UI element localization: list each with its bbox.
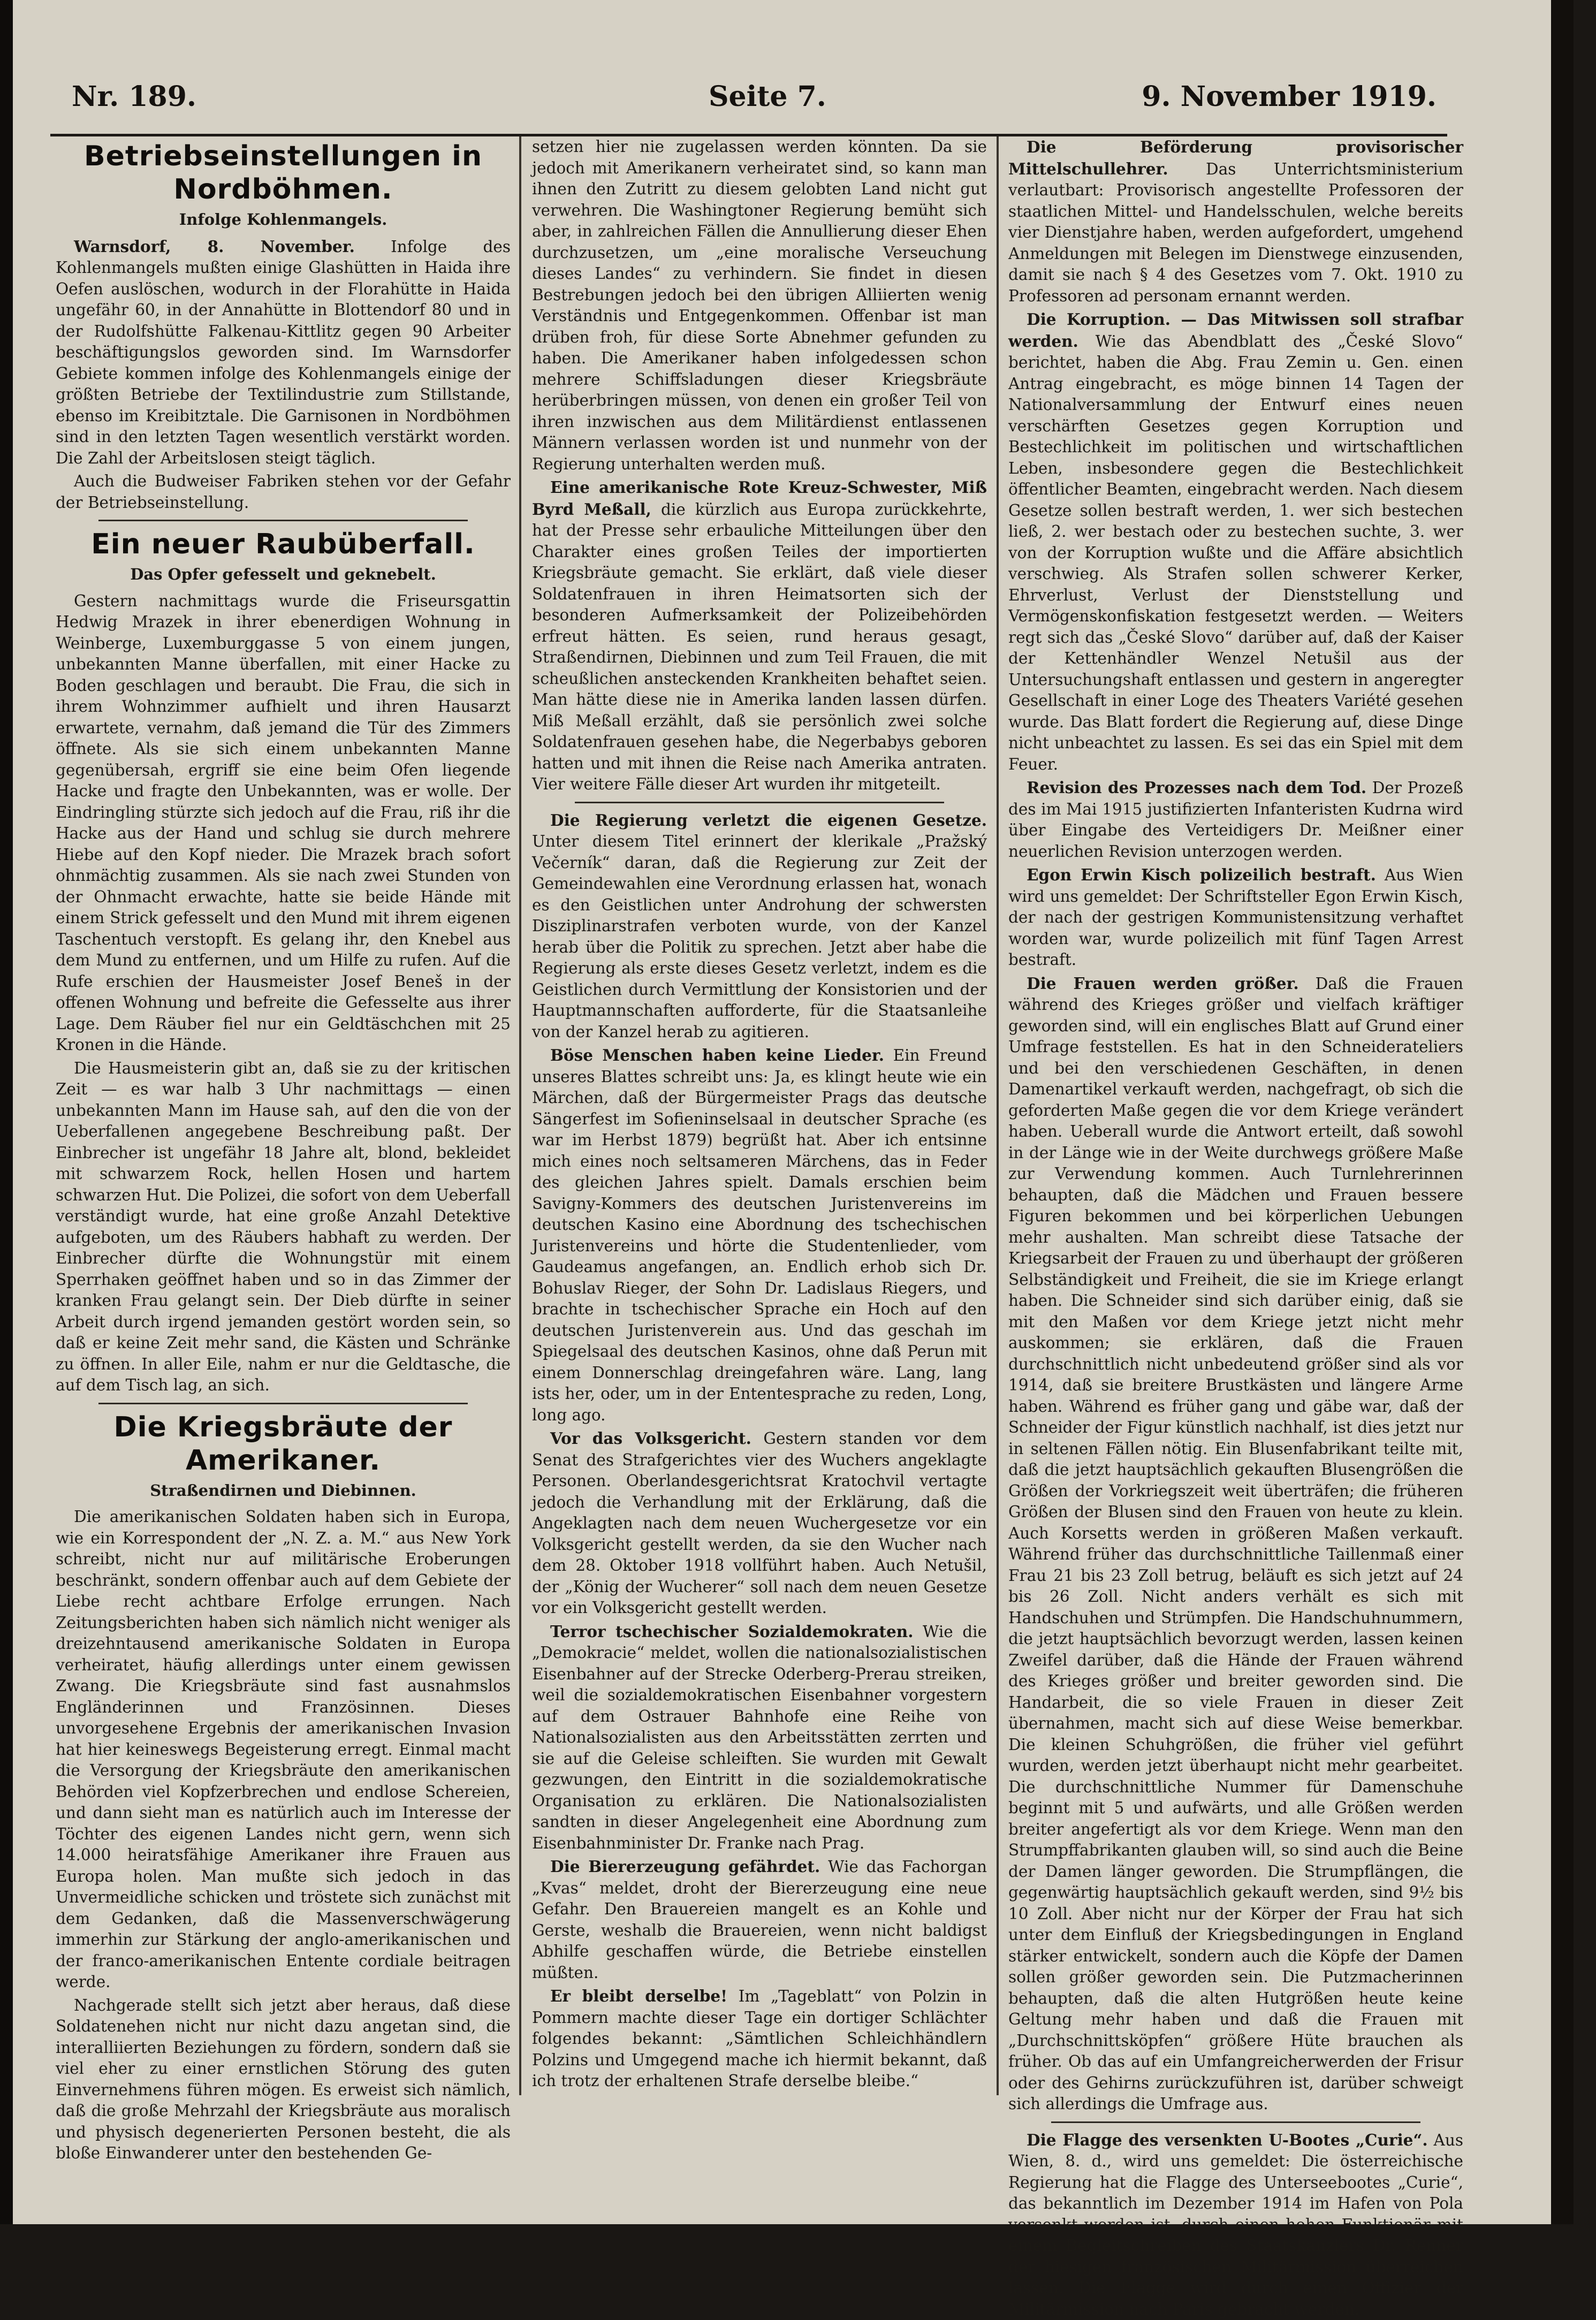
article-paragraph <box>1008 864 1463 971</box>
article-paragraph <box>56 236 511 469</box>
paragraph-text: Aus Wien, 8. d., wird uns gemeldet: Die österreichische Regierung hat die Flagge des Unterseebootes „Curie“, das bekanntlich im Dezember 1914 im Hafen von Pola versenkt worden ist, durch einen hohen Funktionär mit einem Begleitschreiben des Staatskanzlers Dr. Renner der hiesigen französischen Militärmission überreichen lassen. Die Flagge wird durch einen Offizier der Militärmission nach Paris gebracht werden. <box>1008 2131 1463 2318</box>
paragraph-text: Gestern standen vor dem Senat des Strafgerichtes vier des Wuchers angeklagte Personen. Oberlandesgerichtsrat Kratochvil vertagte jedoch die Verhandlung mit der Erklärung, daß die Angeklagten nach dem neuen Wuchergesetze vor ein Volksgericht gestellt werden, da sie den Wucher nach dem 28. Oktober 1918 vollführt haben. Auch Netušil, der „König der Wucherer“ soll nach dem neuen Gesetze vor ein Volksgericht gestellt werden. <box>532 1429 987 1617</box>
article-paragraph <box>1008 973 1463 2115</box>
scan-edge-left <box>0 0 13 2224</box>
paragraph-text: Daß die Frauen während des Krieges größer und vielfach kräftiger geworden sind, will ein englisches Blatt auf Grund einer Umfrage feststellen. Es hat in den Schneiderateliers und bei den verschiedenen Geschäften, in denen Damenartikel verkauft werden, nachgefragt, ob sich die geforderten Maße gegen die vor dem Kriege verändert haben. Ueberall wurde die Antwort erteilt, daß sowohl in der Länge wie in der Weite durchwegs größere Maße zur Verwendung kommen. Auch Turnlehrerinnen behaupten, daß die Mädchen und Frauen bessere Figuren bekommen und bei körperlichen Uebungen mehr aushalten. Man schreibt diese Tatsache der Kriegsarbeit der Frauen zu und überhaupt der größeren Selbständigkeit und Freiheit, die sie im Kriege erlangt haben. Die Schneider sind sich darüber einig, daß sie mit den Maßen vor dem Kriege jetzt nicht mehr auskommen; sie erklären, daß die Frauen durchschnittlich nicht unbedeutend größer sind als vor 1914, daß sie breitere Brustkästen und längere Arme haben. Während es früher gang und gäbe war, daß der Schneider der Figur künstlich nachhalf, ist dies jetzt nur in seltenen Fällen nötig. Ein Blusenfabrikant teilte mit, daß die jetzt hauptsächlich gekauften Blusengrößen die Größen der Vorkriegszeit weit überträfen; die früheren Größen der Blusen sind den Frauen von heute zu klein. Auch Korsetts werden in größeren Maßen verkauft. Während früher das durchschnittliche Taillenmaß einer Frau 21 bis 23 Zoll betrug, beläuft es sich jetzt auf 24 bis 26 Zoll. Nicht anders verhält es sich mit Handschuhen und Strümpfen. Die Handschuhnummern, die jetzt hauptsächlich bevorzugt werden, lassen keinen Zweifel darüber, daß die Hände der Frauen während des Krieges größer und breiter geworden sind. Die Handarbeit, die so viele Frauen in dieser Zeit übernahmen, macht sich auf diese Weise bemerkbar. Die kleinen Schuhgrößen, die früher viel geführt wurden, werden jetzt überhaupt nicht mehr gearbeitet. Die durchschnittliche Nummer für Damenschuhe beginnt mit 5 und aufwärts, und alle Größen werden breiter angefertigt als vor dem Kriege. Wenn man den Strumpffabrikanten glauben will, so sind auch die Beine der Damen länger geworden. Die Strumpflängen, die gegenwärtig hauptsächlich gekauft werden, sind 9½ bis 10 Zoll. Aber nicht nur der Körper der Frau hat sich unter dem Einfluß der Kriegsbedingungen in England stärker entwickelt, sondern auch die Köpfe der Damen sollen größer geworden sein. Die Putzmacherinnen behaupten, daß die alten Hutgrößen heute keine Geltung mehr haben und daß die Frauen mit „Durchschnittsköpfen“ größere Hüte brauchen als früher. Ob das auf ein Umfangreicherwerden der Frisur oder des Gehirns zurückzuführen ist, darüber schweigt sich allerdings die Umfrage aus. <box>1008 975 1463 2113</box>
article-paragraph <box>532 810 987 1043</box>
column-3 <box>1008 136 1463 2095</box>
issue-date: 9. November 1919. <box>1142 80 1437 113</box>
article-paragraph <box>532 1621 987 1854</box>
paragraph-lead: Die Regierung verletzt die eigenen Gesetze. <box>550 811 987 830</box>
subheadline: Das Opfer gefesselt und geknebelt. <box>56 564 511 585</box>
article-paragraph <box>1008 777 1463 862</box>
article-paragraph <box>1008 309 1463 775</box>
column-1 <box>56 136 511 2095</box>
paragraph-text: Aus Wien wird uns gemeldet: Der Schriftsteller Egon Erwin Kisch, der nach der gestrigen Kommunistensitzung verhaftet worden war, wurde polizeilich mit fünf Tagen Arrest bestraft. <box>1008 866 1463 969</box>
column-2 <box>532 136 987 2095</box>
column-rule <box>997 136 999 2095</box>
paragraph-text: die kürzlich aus Europa zurückkehrte, hat der Presse sehr erbauliche Mitteilungen über den Charakter eines großen Teiles der importierten Kriegsbräute gemacht. Sie erklärt, daß viele dieser Soldatenfrauen in ihren Heimatsorten sich der besonderen Aufmerksamkeit der Polizeibehörden erfreut hätten. Es seien, rund heraus gesagt, Straßendirnen, Diebinnen und zum Teil Frauen, die mit scheußlichen ansteckenden Krankheiten behaftet seien. Man hätte diese nie in Amerika landen lassen dürfen. Miß Meßall erzählt, daß sie persönlich zwei solche Soldatenfrauen gesehen habe, die Negerbabys geboren hatten und mit ihnen die Reise nach Amerika antraten. Vier weitere Fälle dieser Art wurden ihr mitgeteilt. <box>532 500 987 794</box>
article-paragraph <box>532 1045 987 1426</box>
paragraph-text: Wie das Fachorgan „Kvas“ meldet, droht der Biererzeugung eine neue Gefahr. Den Brauereien mangelt es an Kohle und Gerste, weshalb die Brauereien, wenn nicht baldigst Abhilfe geschaffen würde, die Betriebe einstellen müßten. <box>532 1858 987 1982</box>
headline-betriebseinstellungen: Betriebseinstellungen in Nordböhmen. <box>56 140 511 206</box>
paragraph-text: Der Prozeß des im Mai 1915 justifizierten Infanteristen Kudrna wird über Eingabe des Verteidigers Dr. Meißner einer neuerlichen Revision unterzogen werden. <box>1008 779 1463 861</box>
headline-raubueberfall: Ein neuer Raubüberfall. <box>56 528 511 561</box>
article-paragraph <box>1008 2129 1463 2320</box>
paragraph-lead: Die Biererzeugung gefährdet. <box>550 1857 820 1876</box>
issue-number: Nr. 189. <box>72 80 196 113</box>
paragraph-lead: Er bleibt derselbe! <box>550 1987 727 2005</box>
divider <box>1051 2121 1420 2123</box>
article-paragraph <box>532 1856 987 1983</box>
page-number: Seite 7. <box>709 80 826 113</box>
page-header <box>50 70 1447 136</box>
divider <box>575 802 944 803</box>
paragraph-lead: Die Flagge des versenkten U-Bootes „Curie“. <box>1027 2131 1428 2149</box>
paragraph-text: Das Unterrichtsministerium verlautbart: Provisorisch angestellte Professoren der staatlichen Mittel- und Handelsschulen, welche bereits vier Dienstjahre haben, werden aufgefordert, umgehend Anmeldungen mit Belegen im Dienstwege einzusenden, damit sie nach § 4 des Gesetzes vom 7. Okt. 1910 zu Professoren ad personam ernannt werden. <box>1008 160 1463 305</box>
article-paragraph: Die Hausmeisterin gibt an, daß sie zu der kritischen Zeit — es war halb 3 Uhr nachmittags — einen unbekannten Mann im Hause sah, auf den die von der Ueberfallenen angegebene Beschreibung paßt. Der Einbrecher ist ungefähr 18 Jahre alt, blond, bekleidet mit schwarzem Rock, hellen Hosen und hartem schwarzen Hut. Die Polizei, die sofort von dem Ueberfall verständigt wurde, hat eine große Anzahl Detektive aufgeboten, um des Räubers habhaft zu werden. Der Einbrecher dürfte die Wohnungstür mit einem Sperrhaken geöffnet haben und so in das Zimmer der kranken Frau gelangt sein. Der Dieb dürfte in seiner Arbeit durch irgend jemanden gestört worden sein, so daß er keine Zeit mehr sand, die Kästen und Schränke zu öffnen. In aller Eile, nahm er nur die Geldtasche, die auf dem Tisch lag, an sich. <box>56 1058 511 1396</box>
paragraph-text: Unter diesem Titel erinnert der klerikale „Pražský Večerník“ daran, daß die Regierung zur Zeit der Gemeindewahlen eine Verordnung erlassen hat, wonach es den Geistlichen unter Androhung der schwersten Disziplinarstrafen verboten wurde, von der Kanzel herab über die Politik zu sprechen. Jetzt aber habe die Regierung als erste dieses Gesetz verletzt, indem es die Geistlichen durch Vermittlung der Konsistorien und der Hauptmannschaften aufforderte, für die Staatsanleihe von der Kanzel herab zu agitieren. <box>532 832 987 1041</box>
paragraph-lead: Vor das Volksgericht. <box>550 1429 751 1448</box>
article-paragraph: Gestern nachmittags wurde die Friseursgattin Hedwig Mrazek in ihrer ebenerdigen Wohnung in Weinberge, Luxemburggasse 5 von einem jungen, unbekannten Manne überfallen, mit einer Hacke zu Boden geschlagen und beraubt. Die Frau, die sich in ihrem Wohnzimmer aufhielt und ihren Hausarzt erwartete, vernahm, daß jemand die Tür des Zimmers öffnete. Als sie sich einem unbekannten Manne gegenübersah, ergriff sie eine beim Ofen liegende Hacke und fragte den Unbekannten, was er wolle. Der Eindringling stürzte sich jedoch auf die Frau, riß ihr die Hacke aus der Hand und schlug sie durch mehrere Hiebe auf den Kopf nieder. Die Mrazek brach sofort ohnmächtig zusammen. Als sie nach zwei Stunden von der Ohnmacht erwachte, hatte sie beide Hände mit einem Strick gefesselt und den Mund mit ihrem eigenen Taschentuch verstopft. Es gelang ihr, den Knebel aus dem Mund zu entfernen, und um Hilfe zu rufen. Auf die Rufe erschien der Hausmeister Josef Beneš in der offenen Wohnung und befreite die Gefesselte aus ihrer Lage. Dem Räuber fiel nur ein Geldtäschchen mit 25 Kronen in die Hände. <box>56 591 511 1056</box>
subheadline: Straßendirnen und Diebinnen. <box>56 1480 511 1502</box>
paragraph-text: Im „Tageblatt“ von Polzin in Pommern machte dieser Tage ein dortiger Schlächter folgendes bekannt: „Sämtlichen Schleichhändlern Polzins und Umgegend mache ich hiermit bekannt, daß ich trotz der erhaltenen Strafe derselbe bleibe.“ <box>532 1987 987 2090</box>
paragraph-lead: Egon Erwin Kisch polizeilich bestraft. <box>1027 865 1376 884</box>
paragraph-text: Wie das Abendblatt des „České Slovo“ berichtet, haben die Abg. Frau Zemin u. Gen. einen Antrag eingebracht, es möge binnen 14 Tagen der Nationalversammlung der Entwurf eines neuen verschärften Gesetzes gegen Korruption und Bestechlichkeit im politischen und wirtschaftlichen Leben, insbesondere gegen die Bestechlichkeit öffentlicher Beamten, eingebracht werden. Nach diesem Gesetze sollen bestraft werden, 1. wer sich bestechen ließ, 2. wer bestach oder zu bestechen suchte, 3. wer von der Korruption wußte und die Affäre absichtlich verschwieg. Als Strafen sollen schwerer Kerker, Ehrverlust, Verlust der Dienststellung und Vermögenskonfiskation festgesetzt werden. — Weiters regt sich das „České Slovo“ darüber auf, daß der Kaiser der Kettenhändler Wenzel Netušil aus der Untersuchungshaft entlassen und gestern in angeregter Gesellschaft in einer Loge des Theaters Variété gesehen wurde. Das Blatt fordert die Regierung auf, diese Dinge nicht unbeachtet zu lassen. Es sei das ein Spiel mit dem Feuer. <box>1008 332 1463 773</box>
paragraph-lead: Die Korruption. — Das Mitwissen soll strafbar werden. <box>1008 310 1463 351</box>
article-paragraph <box>532 1986 987 2092</box>
article-paragraph <box>532 1428 987 1619</box>
article-paragraph <box>1008 136 1463 307</box>
paragraph-lead: Terror tschechischer Sozialdemokraten. <box>550 1622 914 1641</box>
article-paragraph <box>532 477 987 795</box>
divider <box>98 1403 468 1404</box>
paragraph-lead: Die Beförderung provisorischer Mittelschullehrer. <box>1008 138 1463 178</box>
paragraph-lead: Eine amerikanische Rote Kreuz-Schwester, Miß Byrd Meßall, <box>532 478 987 519</box>
article-paragraph: Die amerikanischen Soldaten haben sich in Europa, wie ein Korrespondent der „N. Z. a. M.“ aus New York schreibt, nicht nur auf militärische Eroberungen beschränkt, sondern offenbar auch auf dem Gebiete der Liebe recht achtbare Erfolge errungen. Nach Zeitungsberichten haben sich nämlich nicht weniger als dreizehntausend amerikanische Soldaten in Europa verheiratet, häufig allerdings unter einem gewissen Zwang. Die Kriegsbräute sind fast ausnahmslos Engländerinnen und Französinnen. Dieses unvorgesehene Ergebnis der amerikanischen Invasion hat hier keineswegs Begeisterung erregt. Einmal macht die Versorgung der Kriegsbräute den amerikanischen Behörden viel Kopfzerbrechen und endlose Schereien, und dann sieht man es natürlich auch im Interesse der Töchter des eigenen Landes nicht gern, wenn sich 14.000 heiratsfähige Amerikaner ihre Frauen aus Europa holen. Man mußte sich jedoch in das Unvermeidliche schicken und tröstete sich zunächst mit dem Gedanken, daß die Massenverschwägerung immerhin zur Stärkung der anglo-amerikanischen und der franco-amerikanischen Entente cordiale beitragen werde. <box>56 1507 511 1993</box>
divider <box>98 520 468 521</box>
column-rule <box>519 136 521 2095</box>
dateline: Warnsdorf, 8. November. <box>74 237 355 256</box>
article-paragraph: setzen hier nie zugelassen werden könnten. Da sie jedoch mit Amerikanern verheiratet sind, so kann man ihnen den Zutritt zu diesem gelobten Land nicht gut verwehren. Die Washingtoner Regierung bemüht sich aber, in zahlreichen Fällen die Annullierung dieser Ehen durchzusetzen, um „eine moralische Verseuchung dieses Landes“ zu verhindern. Sie findet in diesen Bestrebungen jedoch bei den übrigen Alliierten wenig Verständnis und Entgegenkommen. Offenbar ist man drüben froh, für diese Sorte Abnehmer gefunden zu haben. Die Amerikaner haben infolgedessen schon mehrere Schiffsladungen dieser Kriegsbräute herüberbringen müssen, von denen ein großer Teil von ihren inzwischen aus dem Militärdienst entlassenen Männern verlassen worden ist und nunmehr von der Regierung unterhalten werden muß. <box>532 136 987 475</box>
paragraph-text: Ein Freund unseres Blattes schreibt uns: Ja, es klingt heute wie ein Märchen, daß der Bürgermeister Prags das deutsche Sängerfest im Sofieninselsaal in deutscher Sprache (es war im Herbst 1879) begrüßt hat. Aber ich entsinne mich eines noch seltsameren Märchens, das in Feder des gleichen Jahres spielt. Damals erschien beim Savigny-Kommers des deutschen Juristenvereins im deutschen Kasino eine Abordnung des tschechischen Juristenvereins und hörte die Studentenlieder, vom Gaudeamus angefangen, an. Endlich erhob sich Dr. Bohuslav Rieger, der Sohn Dr. Ladislaus Riegers, und brachte in tschechischer Sprache ein Hoch auf den deutschen Juristenverein aus. Und das geschah im Spiegelsaal des deutschen Kasinos, ohne daß Perun mit einem Donnerschlag dreingefahren wäre. Lang, lang ists her, oder, um in der Ententesprache zu reden, Long, long ago. <box>532 1046 987 1424</box>
headline-kriegsbraeute: Die Kriegsbräute der Amerikaner. <box>56 1411 511 1477</box>
paragraph-lead: Böse Menschen haben keine Lieder. <box>550 1046 884 1064</box>
paragraph-lead: Die Frauen werden größer. <box>1027 974 1299 993</box>
paragraph-lead: Revision des Prozesses nach dem Tod. <box>1027 778 1366 797</box>
subheadline: Infolge Kohlenmangels. <box>56 209 511 231</box>
article-paragraph: Auch die Budweiser Fabriken stehen vor der Gefahr der Betriebseinstellung. <box>56 471 511 513</box>
newspaper-page <box>13 0 1574 2224</box>
scan-edge-right <box>1551 0 1574 2224</box>
paragraph-text: Infolge des Kohlenmangels mußten einige Glashütten in Haida ihre Oefen auslöschen, wodurch in der Florahütte in Haida ungefähr 60, in der Annahütte in Blottendorf 80 und in der Rudolfshütte Falkenau-Kittlitz gegen 90 Arbeiter beschäftigungslos geworden sind. Im Warnsdorfer Gebiete kommen infolge des Kohlenmangels einige der größten Betriebe der Textilindustrie zum Stillstande, ebenso im Kreibitztale. Die Garnisonen in Nordböhmen sind in den letzten Tagen wesentlich verstärkt worden. Die Zahl der Arbeitslosen steigt täglich. <box>56 238 511 467</box>
paragraph-text: Wie die „Demokracie“ meldet, wollen die nationalsozialistischen Eisenbahner auf der Strecke Oderberg-Prerau streiken, weil die sozialdemokratischen Eisenbahner vorgestern auf dem Ostrauer Bahnhofe eine Reihe von Nationalsozialisten aus den Arbeitsstätten zerrten und sie auf die Geleise schleiften. Sie wurden mit Gewalt gezwungen, den Eintritt in die sozialdemokratische Organisation zu erklären. Die Nationalsozialisten sandten in dieser Angelegenheit eine Abordnung zum Eisenbahnminister Dr. Franke nach Prag. <box>532 1623 987 1852</box>
article-paragraph: Nachgerade stellt sich jetzt aber heraus, daß diese Soldatenehen nicht nur nicht dazu angetan sind, die interalliierten Beziehungen zu fördern, sondern daß sie viel eher zu einer ernstlichen Störung des guten Einvernehmens führen mögen. Es erweist sich nämlich, daß die große Mehrzahl der Kriegsbräute aus moralisch und physisch degenerierten Personen besteht, die als bloße Einwanderer unter den bestehenden Ge- <box>56 1995 511 2164</box>
